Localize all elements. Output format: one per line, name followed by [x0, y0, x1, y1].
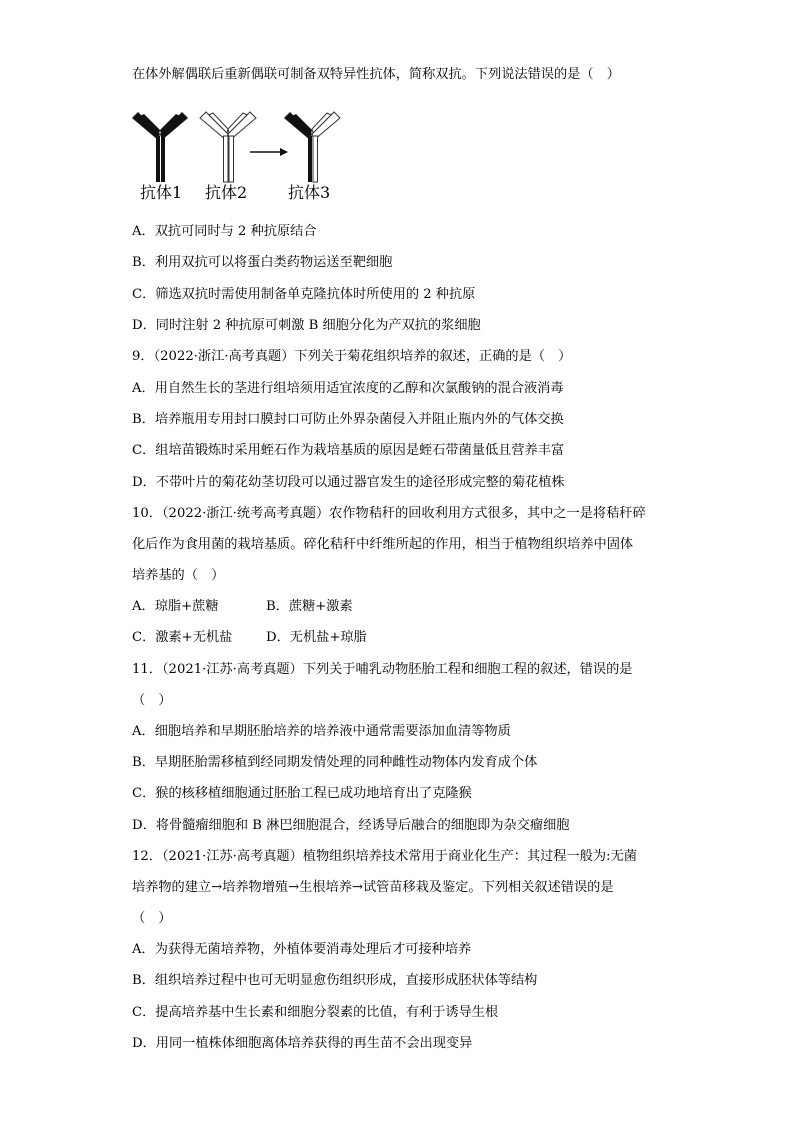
q12-stem-line-2: 培养物的建立→培养物增殖→生根培养→试管苗移栽及鉴定。下列相关叙述错误的是 — [132, 880, 614, 895]
q9-option-a: A．用自然生长的茎进行组培须用适宜浓度的乙醇和次氯酸钠的混合液消毒 — [132, 381, 564, 396]
q12-stem-line-3: （ ） — [132, 911, 172, 926]
figure-label-antibody-2: 抗体2 — [205, 183, 248, 202]
q12-option-b: B．组织培养过程中也可无明显愈伤组织形成，直接形成胚状体等结构 — [132, 973, 538, 988]
q8-option-b: B．利用双抗可以将蛋白类药物运送至靶细胞 — [132, 255, 393, 270]
q9-stem: 9．（2022·浙江·高考真题）下列关于菊花组织培养的叙述，正确的是（ ） — [132, 349, 572, 364]
q11-stem-line-2: （ ） — [132, 693, 172, 708]
q11-option-b: B．早期胚胎需移植到经同期发情处理的同种雌性动物体内发育成个体 — [132, 755, 538, 770]
q12-stem-line-1: 12．（2021·江苏·高考真题）植物组织培养技术常用于商业化生产：其过程一般为:无菌 — [132, 849, 637, 864]
arrow-right-icon — [250, 148, 288, 156]
q9-option-c: C．组培苗锻炼时采用蛭石作为栽培基质的原因是蛭石带菌量低且营养丰富 — [132, 443, 565, 458]
antibody-black-icon — [132, 112, 188, 182]
q10-options-row-2 — [132, 629, 367, 647]
q10-option-a: A．琼脂+蔗糖 — [132, 599, 219, 614]
q8-option-a: A．双抗可同时与 2 种抗原结合 — [132, 224, 317, 239]
q11-option-c: C．猴的核移植细胞通过胚胎工程已成功地培育出了克隆猴 — [132, 786, 472, 801]
q10-option-d: D．无机盐+琼脂 — [266, 630, 367, 645]
q12-option-a: A．为获得无菌培养物，外植体要消毒处理后才可接种培养 — [132, 942, 472, 957]
figure-label-antibody-3: 抗体3 — [288, 183, 331, 202]
q9-option-d: D．不带叶片的菊花幼茎切段可以通过器官发生的途径形成完整的菊花植株 — [132, 475, 565, 490]
q8-option-d: D．同时注射 2 种抗原可刺激 B 细胞分化为产双抗的浆细胞 — [132, 318, 481, 333]
q10-option-c: C．激素+无机盐 — [132, 630, 233, 645]
antibody-white-icon — [200, 112, 256, 182]
q12-option-d: D．用同一植株体细胞离体培养获得的再生苗不会出现变异 — [132, 1036, 473, 1051]
q10-stem-line-3: 培养基的（ ） — [132, 568, 225, 583]
q11-stem-line-1: 11．（2021·江苏·高考真题）下列关于哺乳动物胚胎工程和细胞工程的叙述，错误的是 — [132, 662, 633, 677]
q10-option-b: B．蔗糖+激素 — [266, 599, 353, 614]
q10-stem-line-1: 10．（2022·浙江·统考高考真题）农作物秸秆的回收利用方式很多，其中之一是将秸秆碎 — [132, 506, 646, 521]
antibody-mixed-icon — [284, 112, 340, 182]
q12-option-c: C．提高培养基中生长素和细胞分裂素的比值，有利于诱导生根 — [132, 1005, 499, 1020]
q11-option-d: D．将骨髓瘤细胞和 B 淋巴细胞混合，经诱导后融合的细胞即为杂交瘤细胞 — [132, 818, 570, 833]
q11-option-a: A．细胞培养和早期胚胎培养的培养液中通常需要添加血清等物质 — [132, 724, 511, 739]
q9-option-b: B．培养瓶用专用封口膜封口可防止外界杂菌侵入并阻止瓶内外的气体交换 — [132, 412, 564, 427]
q10-stem-line-2: 化后作为食用菌的栽培基质。碎化秸秆中纤维所起的作用，相当于植物组织培养中固体 — [132, 537, 634, 552]
q10-options-row-1 — [132, 598, 353, 616]
question-8-intro: 在体外解偶联后重新偶联可制备双特异性抗体，简称双抗。下列说法错误的是（ ） — [132, 67, 620, 82]
q8-option-c: C．筛选双抗时需使用制备单克隆抗体时所使用的 2 种抗原 — [132, 287, 476, 302]
figure-label-antibody-1: 抗体1 — [140, 183, 183, 202]
